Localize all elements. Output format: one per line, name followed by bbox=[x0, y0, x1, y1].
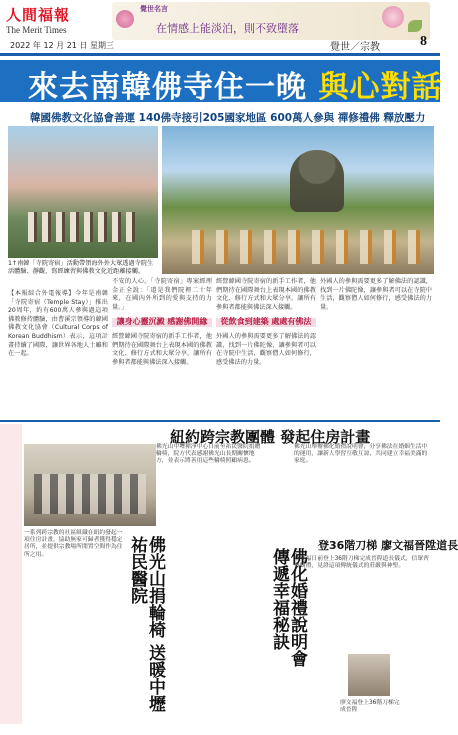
photo-caption: 廖文福登上36階刀梯完成晉陞 bbox=[340, 700, 400, 714]
article-column: 廖文福日前登上36階刀梯完成晉陞道長儀式，信眾齊聚觀禮，見證這項傳統儀式的莊嚴與神聖。 bbox=[294, 556, 429, 570]
procession bbox=[192, 230, 422, 264]
photo-caption: 1↑南韓「寺院寄宿」活動帶領海外外大眾透過寺院生活體驗、靜觀、寫經練習與佛教文化近距離接觸。 bbox=[8, 260, 154, 275]
article-column bbox=[112, 278, 212, 418]
subsection-heading: 讓身心靈沉澱 感謝佛開緣 bbox=[112, 318, 212, 327]
article-column bbox=[216, 278, 316, 418]
quote-banner bbox=[112, 2, 430, 40]
article-text: 經營韓國寺院寄宿的新手工作者，他們期待在國際舞台上表現本國的佛教文化、修行方式和大眾分享，讓所有參與者都能與佛法深入接觸。 bbox=[112, 332, 212, 366]
subsection-heading: 從飲食到建築 處處有佛法 bbox=[216, 318, 316, 327]
people-group bbox=[34, 474, 146, 514]
section-divider bbox=[0, 420, 440, 422]
ladder-photo bbox=[348, 654, 390, 696]
buddha-statue-icon bbox=[290, 150, 344, 212]
vertical-headline: 佛光山捐輪椅 送暖中壢祐民醫院 bbox=[127, 536, 165, 712]
side-strip bbox=[0, 424, 22, 724]
right-headline: 登36階刀梯 廖文福晉陞道長 bbox=[318, 539, 458, 552]
issue-date: 2022 年 12 月 21 日 星期三 bbox=[10, 41, 114, 50]
headline-highlight: 與心對話 bbox=[318, 70, 443, 105]
logo-chinese: 人間福報 bbox=[6, 6, 71, 24]
article-column: 一系列跨宗教的社區組織在紐約發起一項住房計畫，協助無家可歸者獲得穩定居所，並提供宗教場所閒置空間作為住所之用。 bbox=[24, 530, 123, 558]
page-number: 8 bbox=[420, 34, 427, 49]
temple-stay-photo bbox=[8, 126, 158, 258]
article-text: 經營韓國寺院寄宿的新手工作者，他們期待在國際舞台上表現本國的佛教文化、修行方式和大眾分享，讓所有參與者都能與佛法深入接觸。 bbox=[216, 278, 316, 311]
headline-main: 來去南韓佛寺住一晚 bbox=[28, 70, 307, 105]
article-column: 【本報綜合外電報導】今年是南韓「寺院寄宿（Temple Stay）」推出20周年，約有600萬人參與過這項佛教修持體驗，由曹溪宗領導的韓國佛教文化協會（Cultural Corps of Korean Buddhism）表示，這項計畫持續了國際，讓世界各地人士雖和在一起。 bbox=[8, 290, 108, 358]
masthead-rule bbox=[0, 53, 440, 56]
newspaper-logo bbox=[6, 4, 76, 40]
logo-english: The Merit Times bbox=[6, 25, 67, 35]
donation-photo bbox=[24, 444, 156, 526]
vertical-headline: 佛化婚禮說明會 傳遞幸福秘訣 bbox=[269, 548, 307, 667]
lead-subhead: 韓國佛教文化協會善運 140佛寺接引205國家地區 600萬人參與 禪修禮佛 釋放壓力 bbox=[30, 112, 426, 124]
section-label: 覺世／宗教 bbox=[330, 42, 380, 53]
article-text: 外國人的參與需要更多了解佛法的認識，找到一片佛陀像，讓參與者可以在寺院中生活，觀察僧人如何修行，感受佛法的力量。 bbox=[216, 332, 316, 366]
banner-tag: 覺世名言 bbox=[140, 5, 168, 13]
lead-headline bbox=[28, 62, 442, 106]
article-column: 佛光山舉辦佛化婚禮說明會，分享佛法在婚姻生活中的運用，讓新人學習互敬互諒，共同建立幸福美滿的家庭。 bbox=[294, 444, 428, 465]
banner-quote: 在情感上能淡泊，則不致墮落 bbox=[156, 22, 299, 35]
monks-figures bbox=[28, 212, 138, 242]
leaf-icon bbox=[408, 20, 422, 32]
flower-icon bbox=[382, 6, 404, 28]
article-column: 佛光山中壢禪淨中心日前至祐民醫院捐贈輪椅，院方代表感謝佛光山長期關懷地方，並表示將善用這些輪椅照顧病患。 bbox=[156, 444, 261, 465]
ny-headline: 紐約跨宗教團體 發起住房計畫 bbox=[170, 428, 371, 446]
flower-icon bbox=[116, 10, 134, 28]
article-text: 不安的人心。「寺院寄宿」專案經理金正全說：「道是我們院裡二十年來，在國內外所到的愛與支持的力量。」 bbox=[112, 278, 212, 311]
article-column: 外國人的參與需要更多了解佛法的認識，找到一片佛陀像，讓參與者可以在寺院中生活，觀察僧人如何修行，感受佛法的力量。 bbox=[320, 278, 432, 311]
